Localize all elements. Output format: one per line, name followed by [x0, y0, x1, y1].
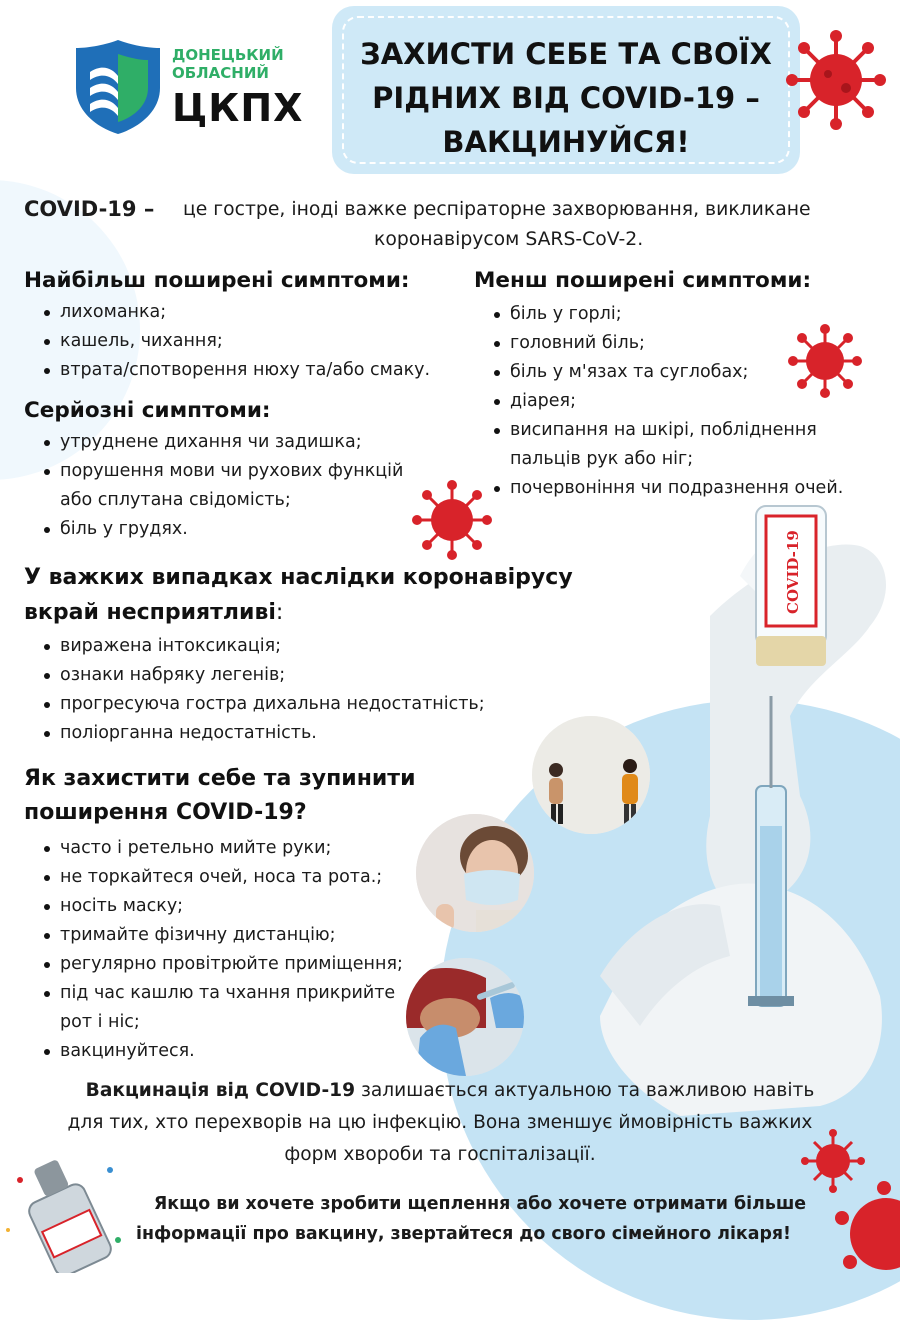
- shield-icon: [72, 36, 164, 136]
- footer-line-1: Якщо ви хочете зробити щеплення або хочете отримати більше: [153, 1194, 807, 1214]
- organization-logo: [72, 36, 302, 136]
- list-item: головний біль;: [490, 329, 843, 358]
- vial-label: COVID-19: [784, 530, 802, 614]
- serious-symptoms-list: [40, 428, 403, 544]
- vaccination-line-2: для тих, хто перехворів на цю інфекцію. Вона зменшує ймовірність важких: [67, 1112, 813, 1133]
- list-item: біль у грудях.: [40, 515, 403, 544]
- protect-heading-line-2: поширення COVID-19?: [24, 800, 307, 825]
- list-item: поліорганна недостатність.: [40, 719, 485, 748]
- severe-heading-line-1: У важких випадках наслідки коронавірусу: [24, 565, 573, 590]
- list-item: втрата/спотворення нюху та/або смаку.: [40, 356, 430, 385]
- severe-list: [40, 632, 485, 748]
- list-item: почервоніння чи подразнення очей.: [490, 474, 843, 503]
- distancing-photo: [532, 716, 650, 834]
- list-item: біль у м'язах та суглобах;: [490, 358, 843, 387]
- vaccination-line-1: [0, 1076, 900, 1105]
- vaccination-line-3: форм хвороби та госпіталізації.: [284, 1144, 596, 1165]
- list-item: порушення мови чи рухових функцій: [40, 457, 403, 486]
- list-item: не торкайтеся очей, носа та рота.;: [40, 863, 403, 892]
- list-item: тримайте фізичну дистанцію;: [40, 921, 403, 950]
- list-item: утруднене дихання чи задишка;: [40, 428, 403, 457]
- intro-line-1: це гостре, іноді важке респіраторне захворювання, викликане: [183, 199, 811, 220]
- logo-line-2: ОБЛАСНИЙ: [172, 64, 269, 82]
- list-item: ознаки набряку легенів;: [40, 661, 485, 690]
- list-item: часто і ретельно мийте руки;: [40, 834, 403, 863]
- title-box: [332, 6, 800, 174]
- protect-list: [40, 834, 403, 1066]
- list-item: носіть маску;: [40, 892, 403, 921]
- list-item: діарея;: [490, 387, 843, 416]
- protect-heading-line-1: Як захистити себе та зупинити: [24, 766, 416, 791]
- logo-line-1: ДОНЕЦЬКИЙ: [172, 46, 284, 64]
- title-line-2: РІДНИХ ВІД COVID-19 –: [372, 81, 760, 115]
- footer-line-2: інформації про вакцину, звертайтеся до свого сімейного лікаря!: [136, 1224, 791, 1244]
- list-item-continuation: пальців рук або ніг;: [510, 449, 694, 469]
- severe-heading-bold: вкрай несприятливі: [24, 600, 276, 625]
- list-item: висипання на шкірі, побліднення: [490, 416, 843, 445]
- list-item-continuation: або сплутана свідомість;: [60, 490, 291, 510]
- list-item: прогресуюча гостра дихальна недостатність;: [40, 690, 485, 719]
- intro-line-2: коронавірусом SARS-CoV-2.: [374, 229, 644, 250]
- title-line-3: ВАКЦИНУЙСЯ!: [442, 125, 690, 159]
- common-symptoms-list: [40, 298, 430, 385]
- list-item: під час кашлю та чхання прикрийте: [40, 979, 403, 1008]
- logo-line-3: ЦКПХ: [172, 86, 304, 130]
- list-item: кашель, чихання;: [40, 327, 430, 356]
- less-common-symptoms-list: [490, 300, 843, 503]
- virus-icon: [410, 478, 494, 562]
- virus-icon: [782, 28, 890, 132]
- title-line-1: ЗАХИСТИ СЕБЕ ТА СВОЇХ: [360, 37, 772, 71]
- less-common-symptoms-heading: Менш поширені симптоми:: [474, 268, 812, 293]
- serious-symptoms-heading: Серйозні симптоми:: [24, 398, 271, 423]
- vaccination-line-1-rest: залишається актуальною та важливою навіть: [360, 1080, 815, 1101]
- severe-heading-line-2: [24, 598, 283, 628]
- severe-heading-colon: :: [275, 600, 284, 625]
- vaccination-bold: Вакцинація від COVID-19: [85, 1080, 356, 1101]
- intro-term: COVID-19 –: [24, 197, 155, 221]
- common-symptoms-heading: Найбільш поширені симптоми:: [24, 268, 410, 293]
- list-item: регулярно провітрюйте приміщення;: [40, 950, 403, 979]
- vaccination-photo: [406, 958, 524, 1076]
- mask-photo: [416, 814, 534, 932]
- list-item: вакцинуйтеся.: [40, 1037, 403, 1066]
- list-item: біль у горлі;: [490, 300, 843, 329]
- list-item: лихоманка;: [40, 298, 430, 327]
- list-item-continuation: рот і ніс;: [60, 1012, 140, 1032]
- list-item: виражена інтоксикація;: [40, 632, 485, 661]
- page-title: [350, 32, 782, 164]
